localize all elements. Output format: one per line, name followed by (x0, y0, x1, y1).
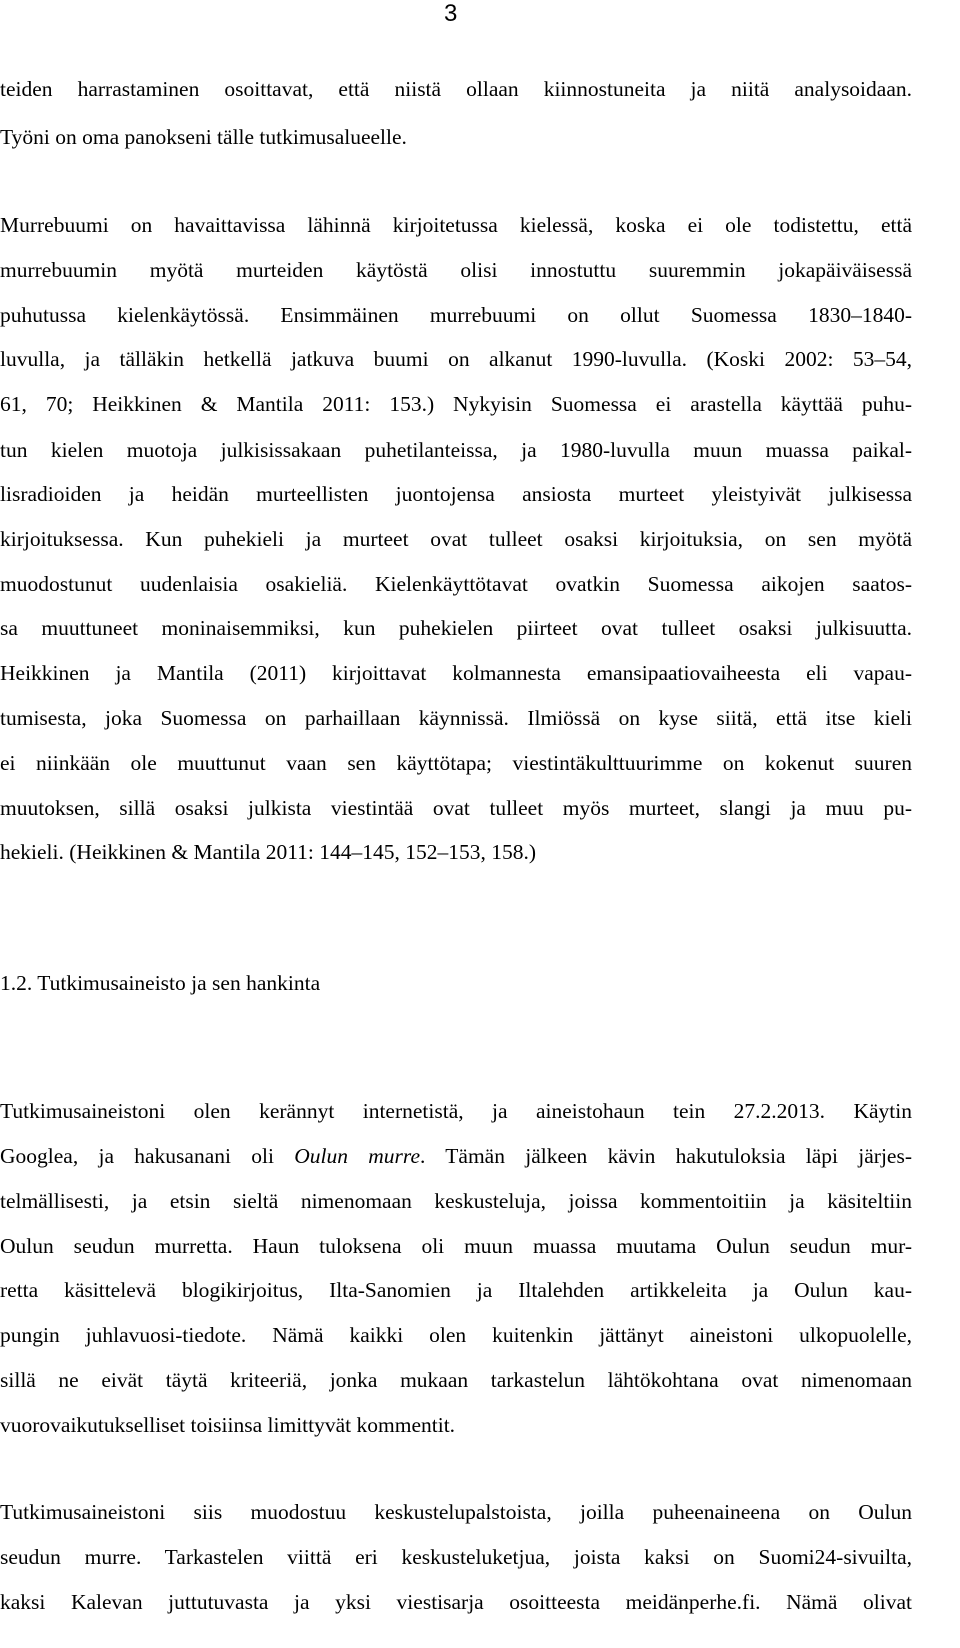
text-line: tun kielen muotoja julkisissakaan puhetilanteissa, ja 1980-luvulla muun muassa paikal- (0, 438, 912, 462)
text-line: retta käsittelevä blogikirjoitus, Ilta-Sanomien ja Iltalehden artikkeleita ja Oulun kau- (0, 1278, 912, 1302)
text-line-with-italic (0, 1144, 912, 1168)
text-line: teiden harrastaminen osoittavat, että niistä ollaan kiinnostuneita ja niitä analysoidaan. (0, 77, 912, 101)
text-line: sillä ne eivät täytä kriteeriä, jonka mukaan tarkastelun lähtökohtana ovat nimenomaan (0, 1368, 912, 1392)
section-heading: 1.2. Tutkimusaineisto ja sen hankinta (0, 971, 321, 995)
search-term-italic: Oulun murre (294, 1144, 421, 1168)
text-line: Heikkinen ja Mantila (2011) kirjoittavat kolmannesta emansipaatiovaiheesta eli vapau- (0, 661, 912, 685)
text-line: Tutkimusaineistoni olen kerännyt internetistä, ja aineistohaun tein 27.2.2013. Käytin (0, 1099, 912, 1123)
page-number: 3 (444, 0, 458, 27)
text-line: sa muuttuneet moninaisemmiksi, kun puhekielen piirteet ovat tulleet osaksi julkisuutta. (0, 616, 912, 640)
text-line: Tutkimusaineistoni siis muodostuu keskustelupalstoista, joilla puheenaineena on Oulun (0, 1500, 912, 1524)
text-line: puhutussa kielenkäytössä. Ensimmäinen murrebuumi on ollut Suomessa 1830–1840- (0, 303, 912, 327)
text-line: murrebuumin myötä murteiden käytöstä olisi innostuttu suuremmin jokapäiväisessä (0, 258, 912, 282)
text-line: telmällisesti, ja etsin sieltä nimenomaan keskusteluja, joissa kommentoitiin ja käsiteltiin (0, 1189, 912, 1213)
text-line: 61, 70; Heikkinen & Mantila 2011: 153.) Nykyisin Suomessa ei arastella käyttää puhu- (0, 392, 912, 416)
text-line: muodostunut uudenlaisia osakieliä. Kielenkäyttötavat ovatkin Suomessa aikojen saatos- (0, 572, 912, 596)
text-line: lisradioiden ja heidän murteellisten juontojensa ansiosta murteet yleistyivät julkisessa (0, 482, 912, 506)
text-line: seudun murre. Tarkastelen viittä eri keskusteluketjua, joista kaksi on Suomi24-sivuilta, (0, 1545, 912, 1569)
text-line: Murrebuumi on havaittavissa lähinnä kirjoitetussa kielessä, koska ei ole todistettu, että (0, 213, 912, 237)
text-line: ei niinkään ole muuttunut vaan sen käyttötapa; viestintäkulttuurimme on kokenut suuren (0, 751, 912, 775)
text-segment: . Tämän jälkeen kävin hakutuloksia läpi järjes- (420, 1144, 912, 1168)
text-line: tumisesta, joka Suomessa on parhaillaan käynnissä. Ilmiössä on kyse siitä, että itse kieli (0, 706, 912, 730)
text-line: kirjoituksessa. Kun puhekieli ja murteet ovat tulleet osaksi kirjoituksia, on sen myötä (0, 527, 912, 551)
text-line: kaksi Kalevan juttutuvasta ja yksi viestisarja osoitteesta meidänperhe.fi. Nämä olivat (0, 1590, 912, 1614)
text-line: Oulun seudun murretta. Haun tuloksena oli muun muassa muutama Oulun seudun mur- (0, 1234, 912, 1258)
text-line: Työni on oma panokseni tälle tutkimusalueelle. (0, 125, 407, 149)
text-line: vuorovaikutukselliset toisiinsa limittyvät kommentit. (0, 1413, 456, 1437)
text-line: muutoksen, sillä osaksi julkista viestintää ovat tulleet myös murteet, slangi ja muu pu- (0, 796, 912, 820)
text-segment: Googlea, ja hakusanani oli (0, 1144, 295, 1168)
text-line: pungin juhlavuosi-tiedote. Nämä kaikki olen kuitenkin jättänyt aineistoni ulkopuolelle, (0, 1323, 912, 1347)
text-line: hekieli. (Heikkinen & Mantila 2011: 144–145, 152–153, 158.) (0, 840, 537, 864)
text-line: luvulla, ja tälläkin hetkellä jatkuva buumi on alkanut 1990-luvulla. (Koski 2002: 53–54, (0, 347, 912, 371)
